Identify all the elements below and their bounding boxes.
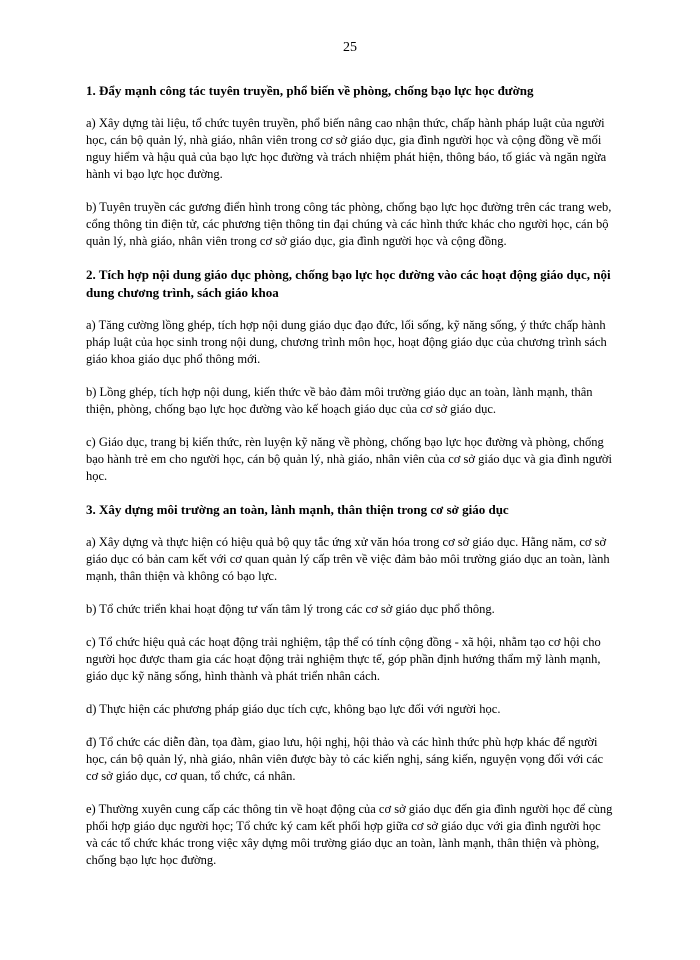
section-3: [86, 501, 614, 869]
page-number: 25: [343, 40, 357, 55]
paragraph: b) Tuyên truyền các gương điển hình trong công tác phòng, chống bạo lực học đường trên các trang web, cổng thông tin điện tử, các phương tiện thông tin đại chúng và các hình thức khác cho người học, cán bộ quản lý, nhà giáo, nhân viên trong cơ sở giáo dục, gia đình người học và cộng đồng.: [86, 200, 612, 248]
section-2: [86, 266, 614, 485]
paragraph: b) Tổ chức triển khai hoạt động tư vấn tâm lý trong các cơ sở giáo dục phổ thông.: [86, 602, 495, 616]
section-heading: 3. Xây dựng môi trường an toàn, lành mạnh, thân thiện trong cơ sở giáo dục: [86, 502, 509, 517]
paragraph: a) Xây dựng và thực hiện có hiệu quả bộ quy tắc ứng xử văn hóa trong cơ sở giáo dục. Hằng năm, cơ sở giáo dục có bản cam kết với cơ quan quản lý cấp trên về việc đảm bảo môi trường giáo dục an toàn, lành mạnh, thân thiện và không có bạo lực.: [86, 535, 610, 583]
paragraph: đ) Tổ chức các diễn đàn, tọa đàm, giao lưu, hội nghị, hội thảo và các hình thức phù hợp khác để người học, cán bộ quản lý, nhà giáo, nhân viên được bày tỏ các kiến nghị, sáng kiến, nguyện vọng đối với các cơ sở giáo dục, cơ quan, tổ chức, cá nhân.: [86, 735, 604, 783]
paragraph: e) Thường xuyên cung cấp các thông tin về hoạt động của cơ sở giáo dục đến gia đình người học để cùng phối hợp giáo dục người học; Tổ chức ký cam kết phối hợp giữa cơ sở giáo dục với gia đình người học và các tổ chức khác trong việc xây dựng môi trường giáo dục an toàn, lành mạnh, thân thiện và phòng, chống bạo lực học đường.: [86, 802, 613, 867]
paragraph: c) Tổ chức hiệu quả các hoạt động trải nghiệm, tập thể có tính cộng đồng - xã hội, nhằm tạo cơ hội cho người học được tham gia các hoạt động trải nghiệm thực tế, góp phần định hướng thẩm mỹ lành mạnh, giáo dục kỹ năng sống, hình thành và phát triển nhân cách.: [86, 635, 601, 683]
paragraph: b) Lồng ghép, tích hợp nội dung, kiến thức về bảo đảm môi trường giáo dục an toàn, lành mạnh, thân thiện, phòng, chống bạo lực học đường vào kế hoạch giáo dục của cơ sở giáo dục.: [86, 385, 593, 416]
paragraph: a) Tăng cường lồng ghép, tích hợp nội dung giáo dục đạo đức, lối sống, kỹ năng sống, ý thức chấp hành pháp luật của học sinh trong nội dung, chương trình môn học, hoạt động giáo dục của chương trình sách giáo khoa giáo dục phổ thông mới.: [86, 318, 607, 366]
paragraph: d) Thực hiện các phương pháp giáo dục tích cực, không bạo lực đối với người học.: [86, 702, 501, 716]
section-heading: 1. Đẩy mạnh công tác tuyên truyền, phổ biến về phòng, chống bạo lực học đường: [86, 83, 534, 98]
paragraph: a) Xây dựng tài liệu, tổ chức tuyên truyền, phổ biến nâng cao nhận thức, chấp hành pháp luật của người học, cán bộ quản lý, nhà giáo, nhân viên trong cơ sở giáo dục, gia đình người học và cộng đồng về mối nguy hiểm và hậu quả của bạo lực học đường và trách nhiệm phát hiện, thông báo, tố giác và ngăn ngừa hành vi bạo lực học đường.: [86, 116, 607, 181]
document-body: [86, 82, 614, 885]
section-heading: 2. Tích hợp nội dung giáo dục phòng, chống bạo lực học đường vào các hoạt động giáo dục, nội dung chương trình, sách giáo khoa: [86, 267, 611, 300]
paragraph: c) Giáo dục, trang bị kiến thức, rèn luyện kỹ năng về phòng, chống bạo lực học đường và phòng, chống bạo hành trẻ em cho người học, cán bộ quản lý, nhà giáo, nhân viên của cơ sở giáo dục và gia đình người học.: [86, 435, 612, 483]
section-1: [86, 82, 614, 250]
